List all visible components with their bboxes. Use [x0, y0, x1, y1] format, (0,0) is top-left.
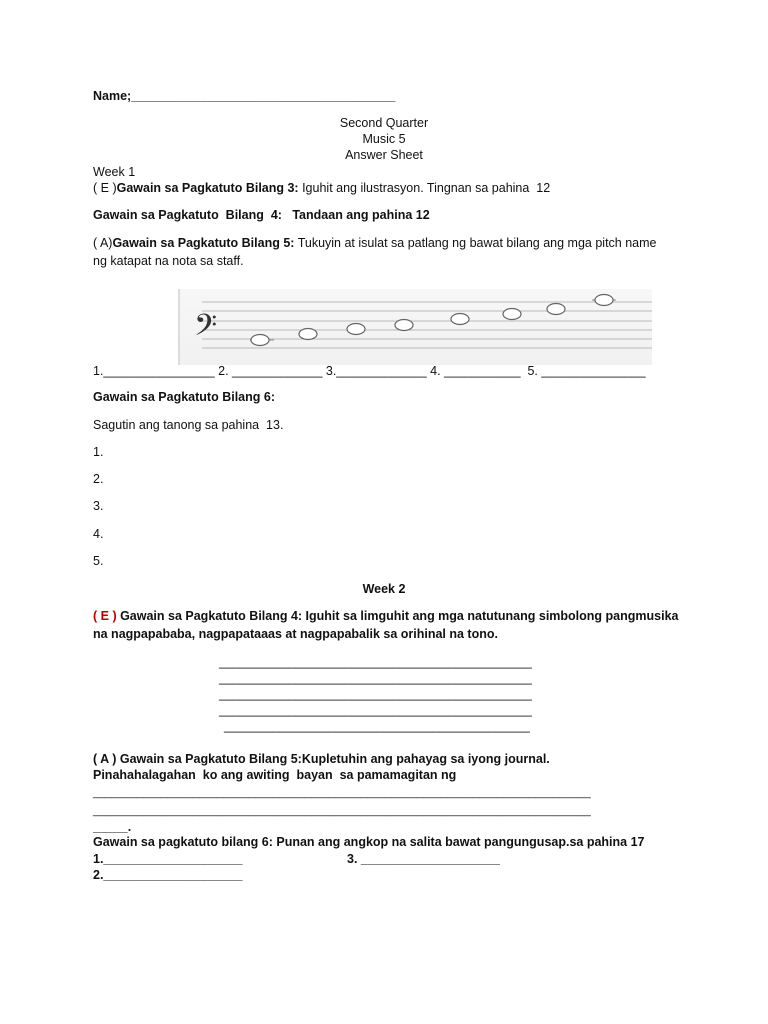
- week2-task4: [93, 609, 678, 624]
- svg-text:𝄢: 𝄢: [194, 309, 218, 350]
- task3-prefix: ( E ): [93, 181, 117, 195]
- pitch-answer-blanks[interactable]: 1.________________ 2. _____________ 3._____________ 4. ___________ 5. _______________: [93, 364, 646, 378]
- answer-item-2[interactable]: 2.: [93, 472, 104, 486]
- w2-task4-prefix: ( E ): [93, 609, 117, 623]
- task3-title: Gawain sa Pagkatuto Bilang 3:: [116, 181, 299, 195]
- fill-item-1[interactable]: 1.____________________: [93, 852, 243, 866]
- drawing-line-2[interactable]: _____________________________________________: [219, 671, 532, 685]
- task5-text: Tukuyin at isulat sa patlang ng bawat bilang ang mga pitch name: [294, 236, 657, 250]
- week2-task5-statement: Pinahahalagahan ko ang awiting bayan sa pamamagitan ng: [93, 768, 457, 782]
- fill-item-3[interactable]: 3. ____________________: [347, 852, 500, 866]
- week2-task5: ( A ) Gawain sa Pagkatuto Bilang 5:Kupletuhin ang pahayag sa iyong journal.: [93, 752, 550, 766]
- note-5: [451, 314, 469, 325]
- week1-task4: Gawain sa Pagkatuto Bilang 4: Tandaan ang pahina 12: [93, 208, 430, 222]
- week1-task6-instruction: Sagutin ang tanong sa pahina 13.: [93, 418, 284, 432]
- task5-title: Gawain sa Pagkatuto Bilang 5:: [112, 236, 295, 250]
- week2-heading: Week 2: [362, 582, 406, 596]
- task3-text: Iguhit ang ilustrasyon. Tingnan sa pahina 12: [298, 181, 551, 195]
- name-label: Name;: [93, 89, 132, 103]
- drawing-line-5[interactable]: ____________________________________________: [224, 719, 530, 733]
- answer-item-3[interactable]: 3.: [93, 499, 104, 513]
- title-answer-sheet: Answer Sheet: [345, 148, 423, 162]
- journal-blank-1[interactable]: ________________________________________________________________________________: [93, 787, 591, 799]
- week1-task6-title: Gawain sa Pagkatuto Bilang 6:: [93, 390, 275, 404]
- name-field-line: [93, 89, 395, 104]
- note-2: [299, 329, 317, 340]
- title-subject: Music 5: [362, 132, 406, 146]
- week1-heading: Week 1: [93, 165, 136, 179]
- drawing-line-1[interactable]: _____________________________________________: [219, 655, 532, 669]
- note-4: [395, 320, 413, 331]
- note-1: [251, 335, 269, 346]
- journal-blank-3[interactable]: _____.: [93, 820, 132, 834]
- note-3: [347, 324, 365, 335]
- drawing-line-3[interactable]: _____________________________________________: [219, 687, 532, 701]
- answer-item-1[interactable]: 1.: [93, 445, 104, 459]
- week1-task5: [93, 236, 657, 251]
- journal-blank-2[interactable]: ________________________________________________________________________________: [93, 805, 591, 817]
- week1-task5-line2: ng katapat na nota sa staff.: [93, 254, 244, 268]
- music-staff-image: [178, 289, 652, 365]
- bass-clef-icon: [194, 309, 217, 350]
- drawing-line-4[interactable]: _____________________________________________: [219, 703, 532, 717]
- fill-item-2[interactable]: 2.____________________: [93, 868, 243, 882]
- title-quarter: Second Quarter: [339, 116, 429, 130]
- note-8: [595, 295, 613, 306]
- answer-item-5[interactable]: 5.: [93, 554, 104, 568]
- staff-svg: [180, 289, 652, 365]
- note-6: [503, 309, 521, 320]
- name-blank[interactable]: ______________________________________: [131, 89, 396, 103]
- week2-task6: Gawain sa pagkatuto bilang 6: Punan ang angkop na salita bawat pangungusap.sa pahina 17: [93, 835, 645, 849]
- week1-task3: [93, 181, 550, 196]
- week2-task4-line2: na nagpapababa, nagpapataaas at nagpapabalik sa orihinal na tono.: [93, 627, 498, 641]
- w2-task4-line1: Gawain sa Pagkatuto Bilang 4: Iguhit sa limguhit ang mga natutunang simbolong pangmusika: [116, 609, 679, 623]
- task5-prefix: ( A): [93, 236, 113, 250]
- note-7: [547, 304, 565, 315]
- answer-item-4[interactable]: 4.: [93, 527, 104, 541]
